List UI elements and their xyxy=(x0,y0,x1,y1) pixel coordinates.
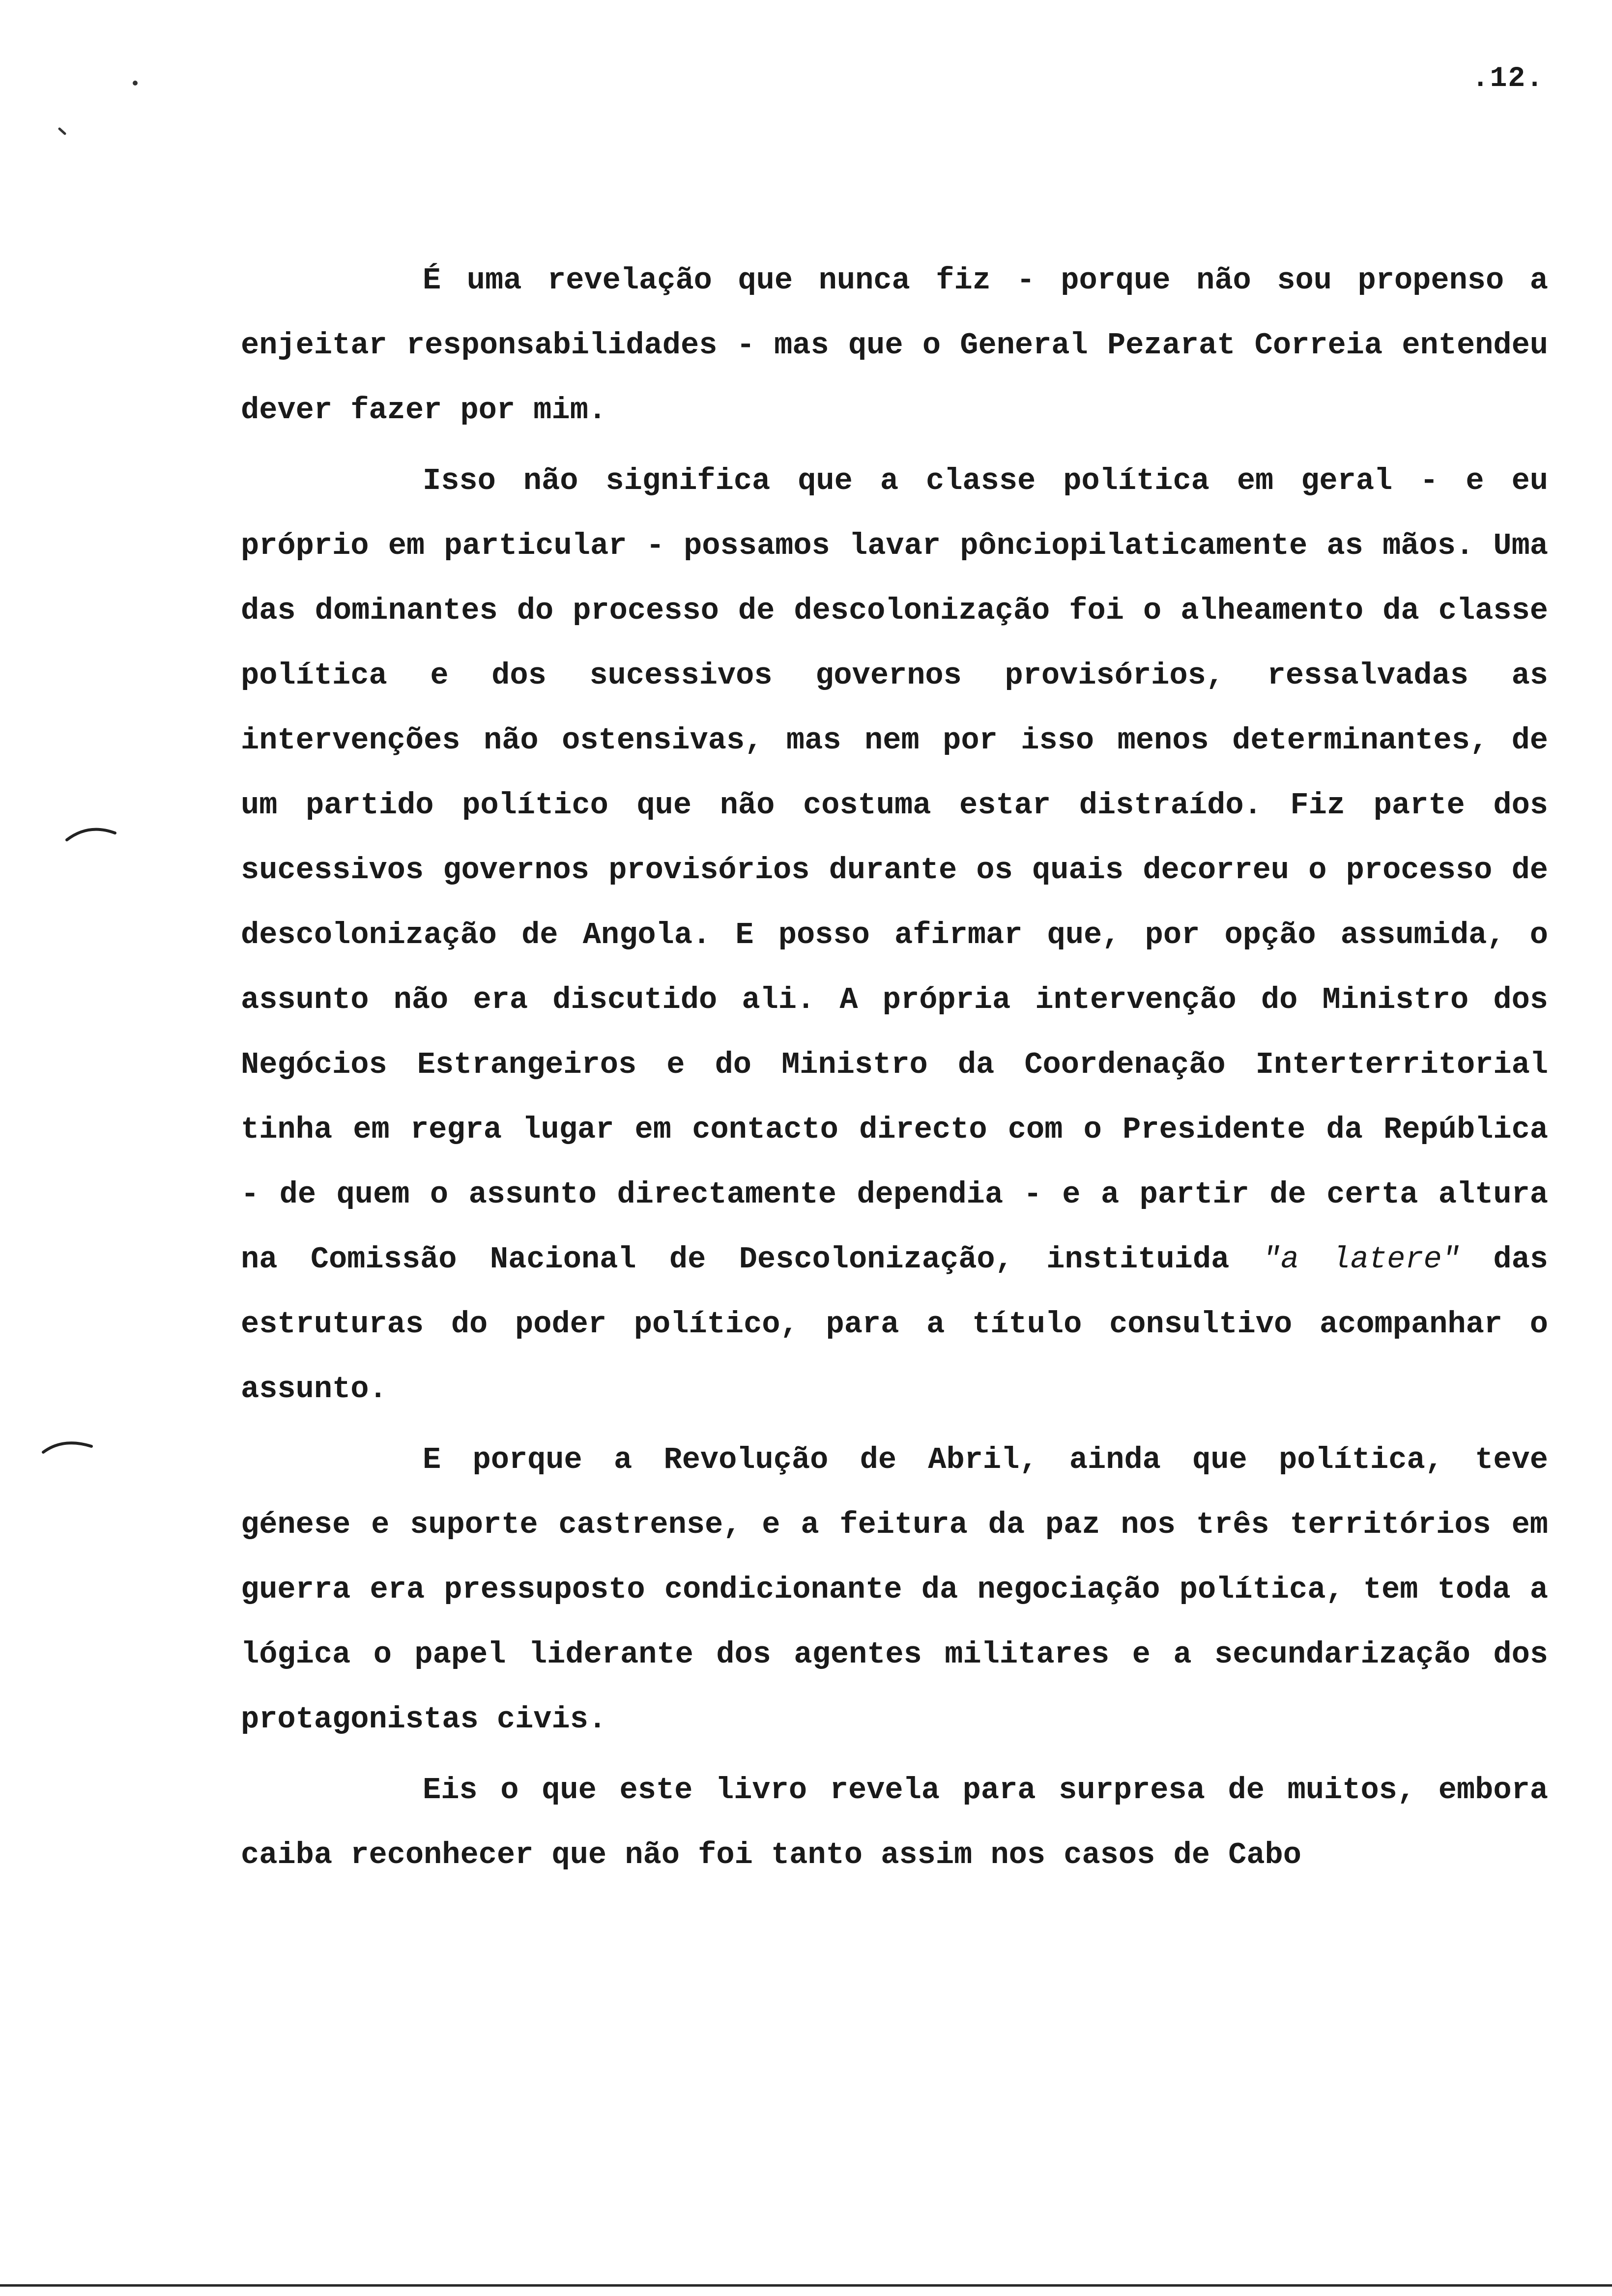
binder-hole-mark xyxy=(40,1433,94,1457)
italic-phrase: "a latere" xyxy=(1262,1242,1460,1277)
paragraph-text: Isso não significa que a classe política em geral - e eu próprio em particular - possamos lavar pônciopilaticamente as mãos. Uma das dominantes do processo de descolonização foi o alheamento da classe política e dos sucessivos governos provisórios, ressalvadas as intervenções não ostensivas, mas nem por isso menos determinantes, de um partido político que não costuma estar distraído. Fiz parte dos sucessivos governos provisórios durante os quais decorreu o processo de descolonização de Angola. E posso afirmar que, por opção assumida, o assunto não era discutido ali. A própria intervenção do Ministro dos Negócios Estrangeiros e do Ministro da Coordenação Interterritorial tinha em regra lugar em contacto directo com o Presidente da República - de quem o assunto directamente dependia - e a partir de certa altura na Comissão Nacional de Descolonização, instituida xyxy=(241,463,1548,1277)
scan-speck-mark xyxy=(132,80,139,86)
paragraph: É uma revelação que nunca fiz - porque não sou propenso a enjeitar responsabilidades - mas que o General Pezarat Correia entendeu dever fazer por mim. xyxy=(241,263,1548,428)
page-number: .12. xyxy=(1471,63,1544,95)
scan-speck-mark xyxy=(58,127,67,136)
paragraph: E porque a Revolução de Abril, ainda que política, teve génese e suporte castrense, e a feitura da paz nos três territórios em guerra era pressuposto condicionante da negociação política, tem toda a lógica o papel liderante dos agentes militares e a secundarização dos protagonistas civis. xyxy=(241,1442,1548,1737)
binder-hole-mark xyxy=(64,818,118,843)
paragraph xyxy=(241,449,1548,1422)
page-bottom-rule xyxy=(0,2284,1612,2287)
paragraph: Eis o que este livro revela para surpresa de muitos, embora caiba reconhecer que não foi tanto assim nos casos de Cabo xyxy=(241,1773,1548,1872)
document-body xyxy=(241,248,1548,1894)
paragraph-text: das estruturas do poder político, para a título consultivo acompanhar o assunto. xyxy=(241,1242,1548,1406)
